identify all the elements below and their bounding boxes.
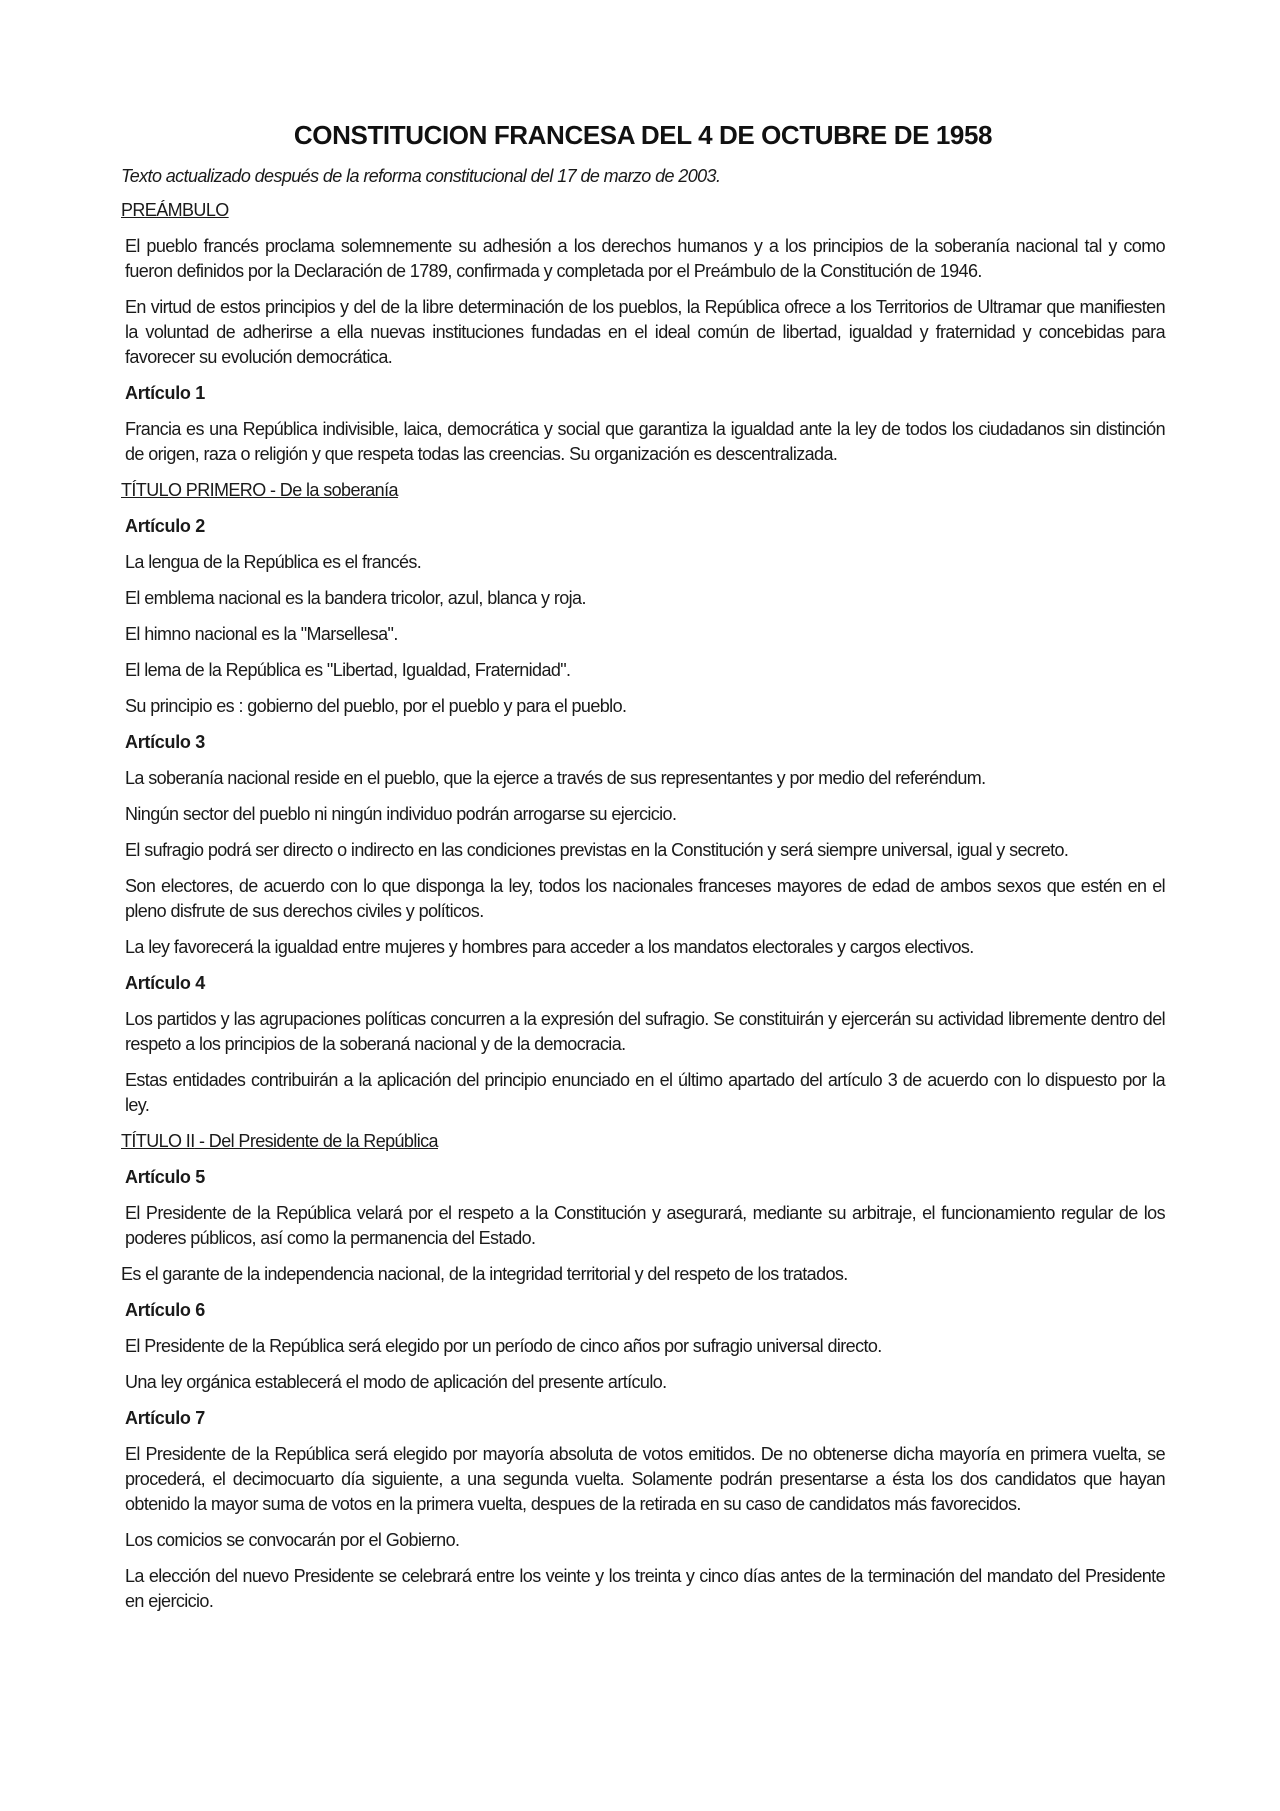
paragraph: La elección del nuevo Presidente se celebrará entre los veinte y los treinta y cinco días antes de la terminación del mandato del Presidente en ejercicio.	[125, 1566, 1165, 1611]
paragraph: El lema de la República es "Libertad, Igualdad, Fraternidad".	[125, 660, 571, 680]
article-heading: Artículo 1	[125, 383, 206, 403]
document-subtitle: Texto actualizado después de la reforma constitucional del 17 de marzo de 2003.	[121, 166, 721, 186]
document-body	[121, 198, 1165, 1614]
paragraph: El Presidente de la República será elegido por un período de cinco años por sufragio universal directo.	[125, 1336, 882, 1356]
article-heading: Artículo 6	[125, 1300, 206, 1320]
paragraph: Una ley orgánica establecerá el modo de aplicación del presente artículo.	[125, 1372, 667, 1392]
section-heading: PREÁMBULO	[121, 200, 229, 220]
paragraph: El sufragio podrá ser directo o indirecto en las condiciones previstas en la Constitución y será siempre universal, igual y secreto.	[125, 840, 1069, 860]
paragraph: El Presidente de la República velará por el respeto a la Constitución y asegurará, mediante su arbitraje, el funcionamiento regular de los poderes públicos, así como la permanencia del Estado.	[125, 1203, 1165, 1248]
paragraph: El Presidente de la República será elegido por mayoría absoluta de votos emitidos. De no obtenerse dicha mayoría en primera vuelta, se procederá, el decimocuarto día siguiente, a una segunda vuelta. Solamente podrán presentarse a ésta los dos candidatos que hayan obtenido la mayor suma de votos en la primera vuelta, despues de la retirada en su caso de candidatos más favorecidos.	[125, 1444, 1165, 1514]
document-page	[121, 118, 1165, 1625]
paragraph: La ley favorecerá la igualdad entre mujeres y hombres para acceder a los mandatos electorales y cargos electivos.	[125, 937, 974, 957]
paragraph: En virtud de estos principios y del de la libre determinación de los pueblos, la República ofrece a los Territorios de Ultramar que manifiesten la voluntad de adherirse a ella nuevas instituciones fundadas en el ideal común de libertad, igualdad y fraternidad y concebidas para favorecer su evolución democrática.	[125, 297, 1165, 367]
article-heading: Artículo 2	[125, 516, 206, 536]
paragraph: Ningún sector del pueblo ni ningún individuo podrán arrogarse su ejercicio.	[125, 804, 677, 824]
paragraph: Su principio es : gobierno del pueblo, por el pueblo y para el pueblo.	[125, 696, 627, 716]
section-heading-rest: - Del Presidente de la República	[194, 1131, 438, 1151]
paragraph: El pueblo francés proclama solemnemente su adhesión a los derechos humanos y a los principios de la soberanía nacional tal y como fueron definidos por la Declaración de 1789, confirmada y completada por el Preámbulo de la Constitución de 1946.	[125, 236, 1165, 281]
section-heading-link[interactable]: TÍTULO II	[121, 1131, 195, 1151]
section-heading	[121, 1129, 1165, 1153]
paragraph: La soberanía nacional reside en el pueblo, que la ejerce a través de sus representantes y por medio del referéndum.	[125, 768, 986, 788]
section-heading: TÍTULO PRIMERO - De la soberanía	[121, 480, 398, 500]
paragraph: Los comicios se convocarán por el Gobierno.	[125, 1530, 460, 1550]
article-heading: Artículo 5	[125, 1167, 206, 1187]
paragraph: Francia es una República indivisible, laica, democrática y social que garantiza la igualdad ante la ley de todos los ciudadanos sin distinción de origen, raza o religión y que respeta todas las creencias. Su organización es descentralizada.	[125, 419, 1165, 464]
article-heading: Artículo 3	[125, 732, 206, 752]
paragraph: Los partidos y las agrupaciones políticas concurren a la expresión del sufragio. Se constituirán y ejercerán su actividad libremente dentro del respeto a los principios de la soberaná nacional y de la democracia.	[125, 1009, 1165, 1054]
paragraph: Estas entidades contribuirán a la aplicación del principio enunciado en el último apartado del artículo 3 de acuerdo con lo dispuesto por la ley.	[125, 1070, 1165, 1115]
paragraph: El himno nacional es la "Marsellesa".	[125, 624, 398, 644]
paragraph: La lengua de la República es el francés.	[125, 552, 422, 572]
paragraph: Son electores, de acuerdo con lo que disponga la ley, todos los nacionales franceses mayores de edad de ambos sexos que estén en el pleno disfrute de sus derechos civiles y políticos.	[125, 876, 1165, 921]
article-heading: Artículo 4	[125, 973, 206, 993]
paragraph: Es el garante de la independencia nacional, de la integridad territorial y del respeto de los tratados.	[121, 1264, 848, 1284]
article-heading: Artículo 7	[125, 1408, 206, 1428]
paragraph: El emblema nacional es la bandera tricolor, azul, blanca y roja.	[125, 588, 586, 608]
document-title: CONSTITUCION FRANCESA DEL 4 DE OCTUBRE DE 1958	[293, 120, 993, 150]
